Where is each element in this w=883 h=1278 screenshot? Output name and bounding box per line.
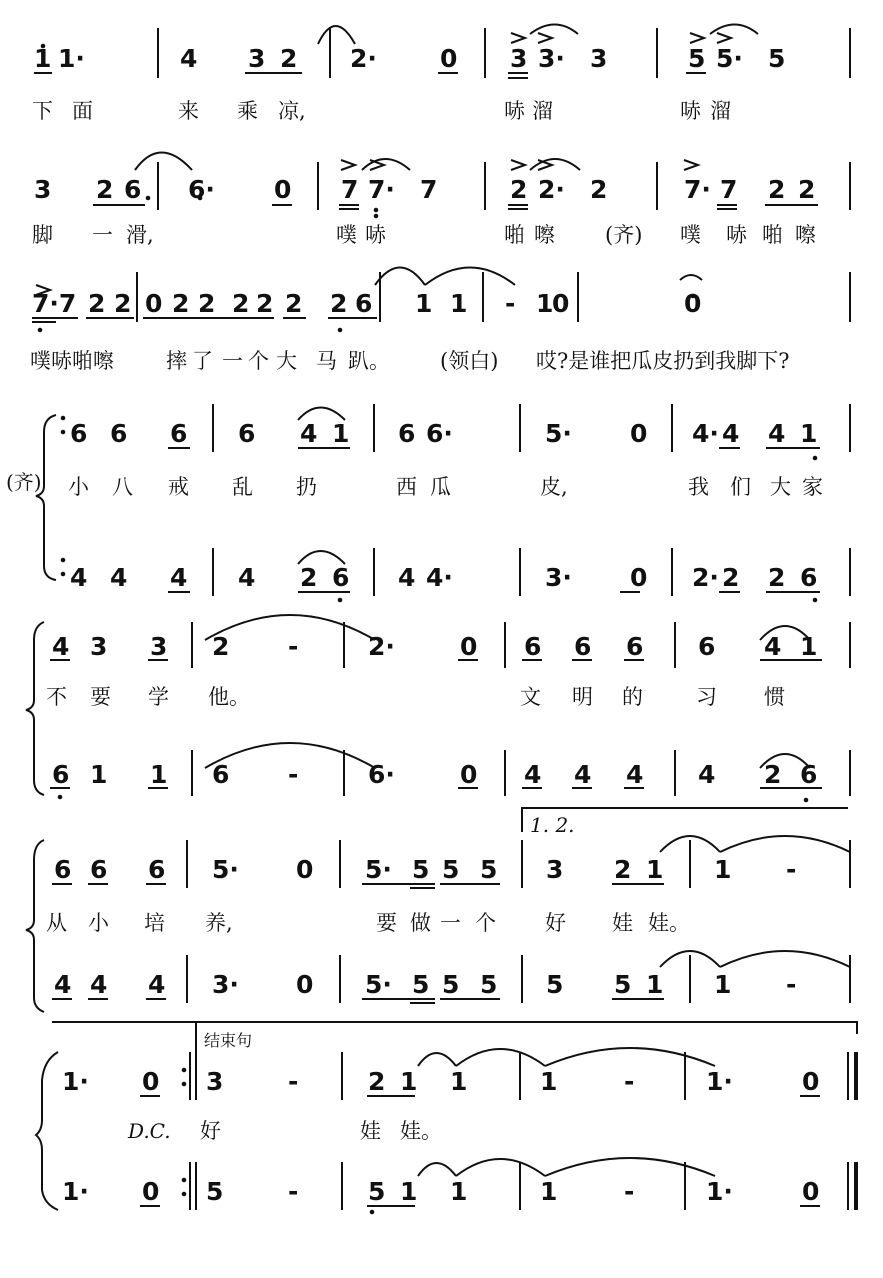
- note: 0: [460, 632, 478, 661]
- note: 2: [798, 175, 816, 204]
- lyric: 摔: [166, 349, 187, 373]
- note: 5: [480, 970, 498, 999]
- note: 1: [332, 419, 350, 448]
- note: 3: [546, 855, 564, 884]
- note: 1: [540, 1177, 558, 1206]
- note: -: [288, 1067, 299, 1096]
- notes-row-4-lower: [70, 563, 817, 592]
- lyric: 哧: [680, 99, 701, 123]
- note: 4: [110, 563, 128, 592]
- note: 1·: [58, 44, 85, 73]
- lyric: 哎?是谁把瓜皮扔到我脚下?: [536, 349, 790, 373]
- note: 6: [170, 419, 188, 448]
- note: 2: [114, 289, 132, 318]
- lyric: 培: [144, 911, 165, 935]
- lyric: 扔: [296, 475, 317, 499]
- note: 1: [714, 970, 732, 999]
- lyric: 哧: [365, 223, 386, 247]
- lyric: 一: [440, 911, 461, 935]
- lyric: 趴。: [348, 349, 390, 373]
- note: 3: [510, 44, 528, 73]
- coda-label: 结束句: [204, 1031, 253, 1050]
- note: 0: [142, 1067, 160, 1096]
- note: 5: [546, 970, 564, 999]
- underlines-row-3: [32, 318, 377, 322]
- slurs-row-3: [375, 268, 515, 286]
- lyric: D.C.: [128, 1119, 171, 1143]
- lyric: 娃: [360, 1119, 381, 1143]
- note: 6: [626, 632, 644, 661]
- note: 1: [90, 760, 108, 789]
- note: 6·: [368, 760, 395, 789]
- lyric: 个: [248, 349, 269, 373]
- note: -: [786, 970, 797, 999]
- note: 2: [88, 289, 106, 318]
- note: 5: [768, 44, 786, 73]
- note: 1: [400, 1177, 418, 1206]
- note: -: [288, 760, 299, 789]
- note: 1: [150, 760, 168, 789]
- lyric: 噗哧啪嚓: [30, 349, 114, 373]
- note: -: [624, 1177, 635, 1206]
- note: -: [288, 632, 299, 661]
- note: 0: [145, 289, 163, 318]
- lyrics-row-5: [46, 685, 785, 709]
- note: 1: [34, 44, 52, 73]
- note: 6: [52, 760, 70, 789]
- note: 2·: [368, 632, 395, 661]
- note: 1: [450, 289, 468, 318]
- lyric: 西: [396, 475, 417, 499]
- note: 0: [460, 760, 478, 789]
- lyrics-row-1: [32, 99, 731, 123]
- note: 4: [70, 563, 88, 592]
- note: 5: [442, 970, 460, 999]
- lyric: 要: [90, 685, 111, 709]
- note: 2: [768, 563, 786, 592]
- lyric: 脚: [32, 223, 53, 247]
- note: -: [624, 1067, 635, 1096]
- note: 3: [90, 632, 108, 661]
- lyric: 凉,: [278, 99, 306, 123]
- lyric: 了: [192, 349, 213, 373]
- note: 6: [698, 632, 716, 661]
- note: 5: [480, 855, 498, 884]
- note: 1: [646, 970, 664, 999]
- note: 1: [450, 1067, 468, 1096]
- note: 0: [630, 563, 648, 592]
- note: 7: [341, 175, 359, 204]
- lyrics-row-7: [127, 1119, 442, 1143]
- note: 5·: [365, 970, 392, 999]
- lyric: 溜: [532, 99, 553, 123]
- note: 1: [536, 289, 554, 318]
- note: -: [505, 289, 516, 318]
- note: 6: [355, 289, 373, 318]
- note: 6: [800, 760, 818, 789]
- underlines-row-2: [93, 205, 818, 209]
- lyric: 的: [622, 685, 643, 709]
- note: 4: [398, 563, 416, 592]
- note: 2·: [350, 44, 377, 73]
- lyric: 个: [475, 911, 496, 935]
- lyric: 小: [88, 911, 109, 935]
- brace-row-6: [26, 840, 44, 1012]
- note: 2·: [538, 175, 565, 204]
- lyric: 好: [200, 1119, 221, 1143]
- note: 4: [300, 419, 318, 448]
- note: 4: [764, 632, 782, 661]
- note: 2·: [692, 563, 719, 592]
- note: 4: [768, 419, 786, 448]
- note: 4: [524, 760, 542, 789]
- note: 7·: [684, 175, 711, 204]
- note: 1: [415, 289, 433, 318]
- note: 4: [90, 970, 108, 999]
- note: 0: [142, 1177, 160, 1206]
- note: 2: [764, 760, 782, 789]
- note: 2: [280, 44, 298, 73]
- note: 1: [646, 855, 664, 884]
- note: 6: [238, 419, 256, 448]
- lyric: 哧: [726, 223, 747, 247]
- brace-row-5: [26, 622, 44, 795]
- lyric: 们: [730, 475, 751, 499]
- lyric: 嚓: [795, 223, 816, 247]
- lyric: 啪: [504, 223, 525, 247]
- note: 5: [688, 44, 706, 73]
- note: 3: [206, 1067, 224, 1096]
- lyric: 做: [410, 911, 431, 935]
- lyric: 皮,: [540, 475, 568, 499]
- note: 2: [96, 175, 114, 204]
- lyric: 习: [696, 685, 717, 709]
- lyric: 好: [545, 911, 566, 935]
- note: 0: [296, 855, 314, 884]
- note: 5·: [365, 855, 392, 884]
- note: 1: [450, 1177, 468, 1206]
- lyric: 溜: [710, 99, 731, 123]
- note: 5·: [545, 419, 572, 448]
- note: 6: [332, 563, 350, 592]
- lyrics-row-6: [46, 911, 690, 935]
- note: 1: [800, 419, 818, 448]
- note: 2: [172, 289, 190, 318]
- lyric: 来: [178, 99, 199, 123]
- note: 5: [368, 1177, 386, 1206]
- note: 3·: [538, 44, 565, 73]
- note: 2: [330, 289, 348, 318]
- note: 1·: [62, 1067, 89, 1096]
- lyric: 嚓: [534, 223, 555, 247]
- accents-row-1: [511, 33, 731, 43]
- note: 5·: [716, 44, 743, 73]
- note: 4: [722, 419, 740, 448]
- note: 3·: [212, 970, 239, 999]
- note: 0: [684, 289, 702, 318]
- lyrics-row-3: [30, 349, 790, 373]
- lyric: 啪: [762, 223, 783, 247]
- note: 6: [148, 855, 166, 884]
- note: 4: [574, 760, 592, 789]
- lyric: 哧: [504, 99, 525, 123]
- lyric: 瓜: [430, 475, 451, 499]
- note: 2: [368, 1067, 386, 1096]
- note: 4: [626, 760, 644, 789]
- brace-row-4: [36, 415, 56, 580]
- notes-row-5-lower: [52, 760, 817, 789]
- note: 5: [442, 855, 460, 884]
- note: 0: [552, 289, 570, 318]
- note: 6: [70, 419, 88, 448]
- note: 2: [300, 563, 318, 592]
- note: 4: [170, 563, 188, 592]
- note: 2: [614, 855, 632, 884]
- notes-row-1: [34, 44, 785, 73]
- note: 1: [400, 1067, 418, 1096]
- note: 4: [698, 760, 716, 789]
- lyric: 滑,: [126, 223, 154, 247]
- note: 2: [722, 563, 740, 592]
- note: 6: [90, 855, 108, 884]
- note: 5: [412, 970, 430, 999]
- barlines-row-6: [187, 840, 850, 1003]
- note: 1·: [706, 1067, 733, 1096]
- lyric: 娃。: [400, 1119, 442, 1143]
- note: 3·: [545, 563, 572, 592]
- lyric: 娃: [612, 911, 633, 935]
- note: 3: [34, 175, 52, 204]
- note: 2: [285, 289, 303, 318]
- notes-row-6-lower: [54, 970, 796, 999]
- lyric: (齐): [605, 223, 643, 247]
- lyrics-row-4: [68, 475, 823, 499]
- lyric: 一: [222, 349, 243, 373]
- note: 6·: [426, 419, 453, 448]
- notes-row-4-upper: [70, 419, 817, 448]
- lyric: 我: [688, 475, 709, 499]
- lyric: 小: [68, 475, 89, 499]
- lyric: 学: [148, 685, 169, 709]
- notes-row-5-upper: [52, 632, 817, 661]
- note: 5: [614, 970, 632, 999]
- lyric: 养,: [205, 911, 233, 935]
- lyric: 面: [72, 99, 93, 123]
- note: 4: [148, 970, 166, 999]
- note: 0: [440, 44, 458, 73]
- notes-row-6-upper: [54, 855, 796, 884]
- lyric: 要: [376, 911, 397, 935]
- note: 7·: [368, 175, 395, 204]
- note: 6: [398, 419, 416, 448]
- lyric: 不: [46, 685, 67, 709]
- note: 5: [206, 1177, 224, 1206]
- lyric: 噗: [336, 223, 357, 247]
- slurs-row-6: [660, 836, 850, 967]
- note: -: [786, 855, 797, 884]
- brace-row-7: [36, 1052, 58, 1210]
- octave-dots: [38, 44, 818, 1215]
- underlines-row-6: [52, 884, 664, 1003]
- notes-row-2: [34, 175, 815, 204]
- note: 2: [198, 289, 216, 318]
- note: 3: [590, 44, 608, 73]
- note: 0: [802, 1177, 820, 1206]
- note: 6: [54, 855, 72, 884]
- note: 2: [768, 175, 786, 204]
- note: 6·: [188, 175, 215, 204]
- note: 4: [180, 44, 198, 73]
- lyric: 文: [520, 685, 541, 709]
- lyric: 戒: [168, 475, 189, 499]
- lyric: 噗: [680, 223, 701, 247]
- notes-row-7-lower: [62, 1177, 819, 1206]
- note: 2: [232, 289, 250, 318]
- lyric: 明: [572, 685, 593, 709]
- lyric: (领白): [440, 349, 499, 373]
- note: 4: [54, 970, 72, 999]
- note: 2: [212, 632, 230, 661]
- lyric: 大: [770, 475, 791, 499]
- note: 1: [800, 632, 818, 661]
- note: 4·: [692, 419, 719, 448]
- note: 4: [52, 632, 70, 661]
- lyric: 家: [802, 475, 823, 499]
- note: 3: [150, 632, 168, 661]
- lyric: 下: [32, 99, 53, 123]
- lyric: 大: [276, 349, 297, 373]
- notes-row-7-upper: [62, 1067, 819, 1096]
- note: 3: [248, 44, 266, 73]
- lyric: 惯: [764, 685, 785, 709]
- note: 0: [274, 175, 292, 204]
- note: 0: [630, 419, 648, 448]
- barlines-row-2: [158, 162, 850, 210]
- chorus-label: (齐): [6, 470, 42, 494]
- notes-row-3: [32, 289, 701, 318]
- note: 2: [256, 289, 274, 318]
- note: 4·: [426, 563, 453, 592]
- underlines-row-1: [34, 73, 706, 78]
- lyric: 从: [46, 911, 67, 935]
- note: 1: [540, 1067, 558, 1096]
- note: 0: [802, 1067, 820, 1096]
- lyrics-row-2: [32, 223, 816, 247]
- lyric: 一: [92, 223, 113, 247]
- note: 6: [124, 175, 142, 204]
- lyric: 他。: [208, 685, 250, 709]
- note: 6: [212, 760, 230, 789]
- note: 1: [714, 855, 732, 884]
- note: 0: [296, 970, 314, 999]
- note: 1·: [62, 1177, 89, 1206]
- lyric: 乱: [232, 475, 253, 499]
- note: -: [288, 1177, 299, 1206]
- lyric: 八: [112, 475, 133, 499]
- note: 6: [110, 419, 128, 448]
- note: 2: [590, 175, 608, 204]
- lyric: 娃。: [648, 911, 690, 935]
- note: 6: [524, 632, 542, 661]
- note: 7·7: [32, 289, 77, 318]
- note: 1·: [706, 1177, 733, 1206]
- note: 5·: [212, 855, 239, 884]
- note: 2: [510, 175, 528, 204]
- note: 5: [412, 855, 430, 884]
- note: 7: [720, 175, 738, 204]
- lyric: 马: [316, 349, 337, 373]
- note: 7: [420, 175, 438, 204]
- note: 4: [238, 563, 256, 592]
- lyric: 乘: [237, 99, 258, 123]
- coda-bracket-row-7: [52, 1022, 857, 1055]
- volta-label: 1. 2.: [530, 813, 575, 837]
- note: 6: [574, 632, 592, 661]
- note: 6: [800, 563, 818, 592]
